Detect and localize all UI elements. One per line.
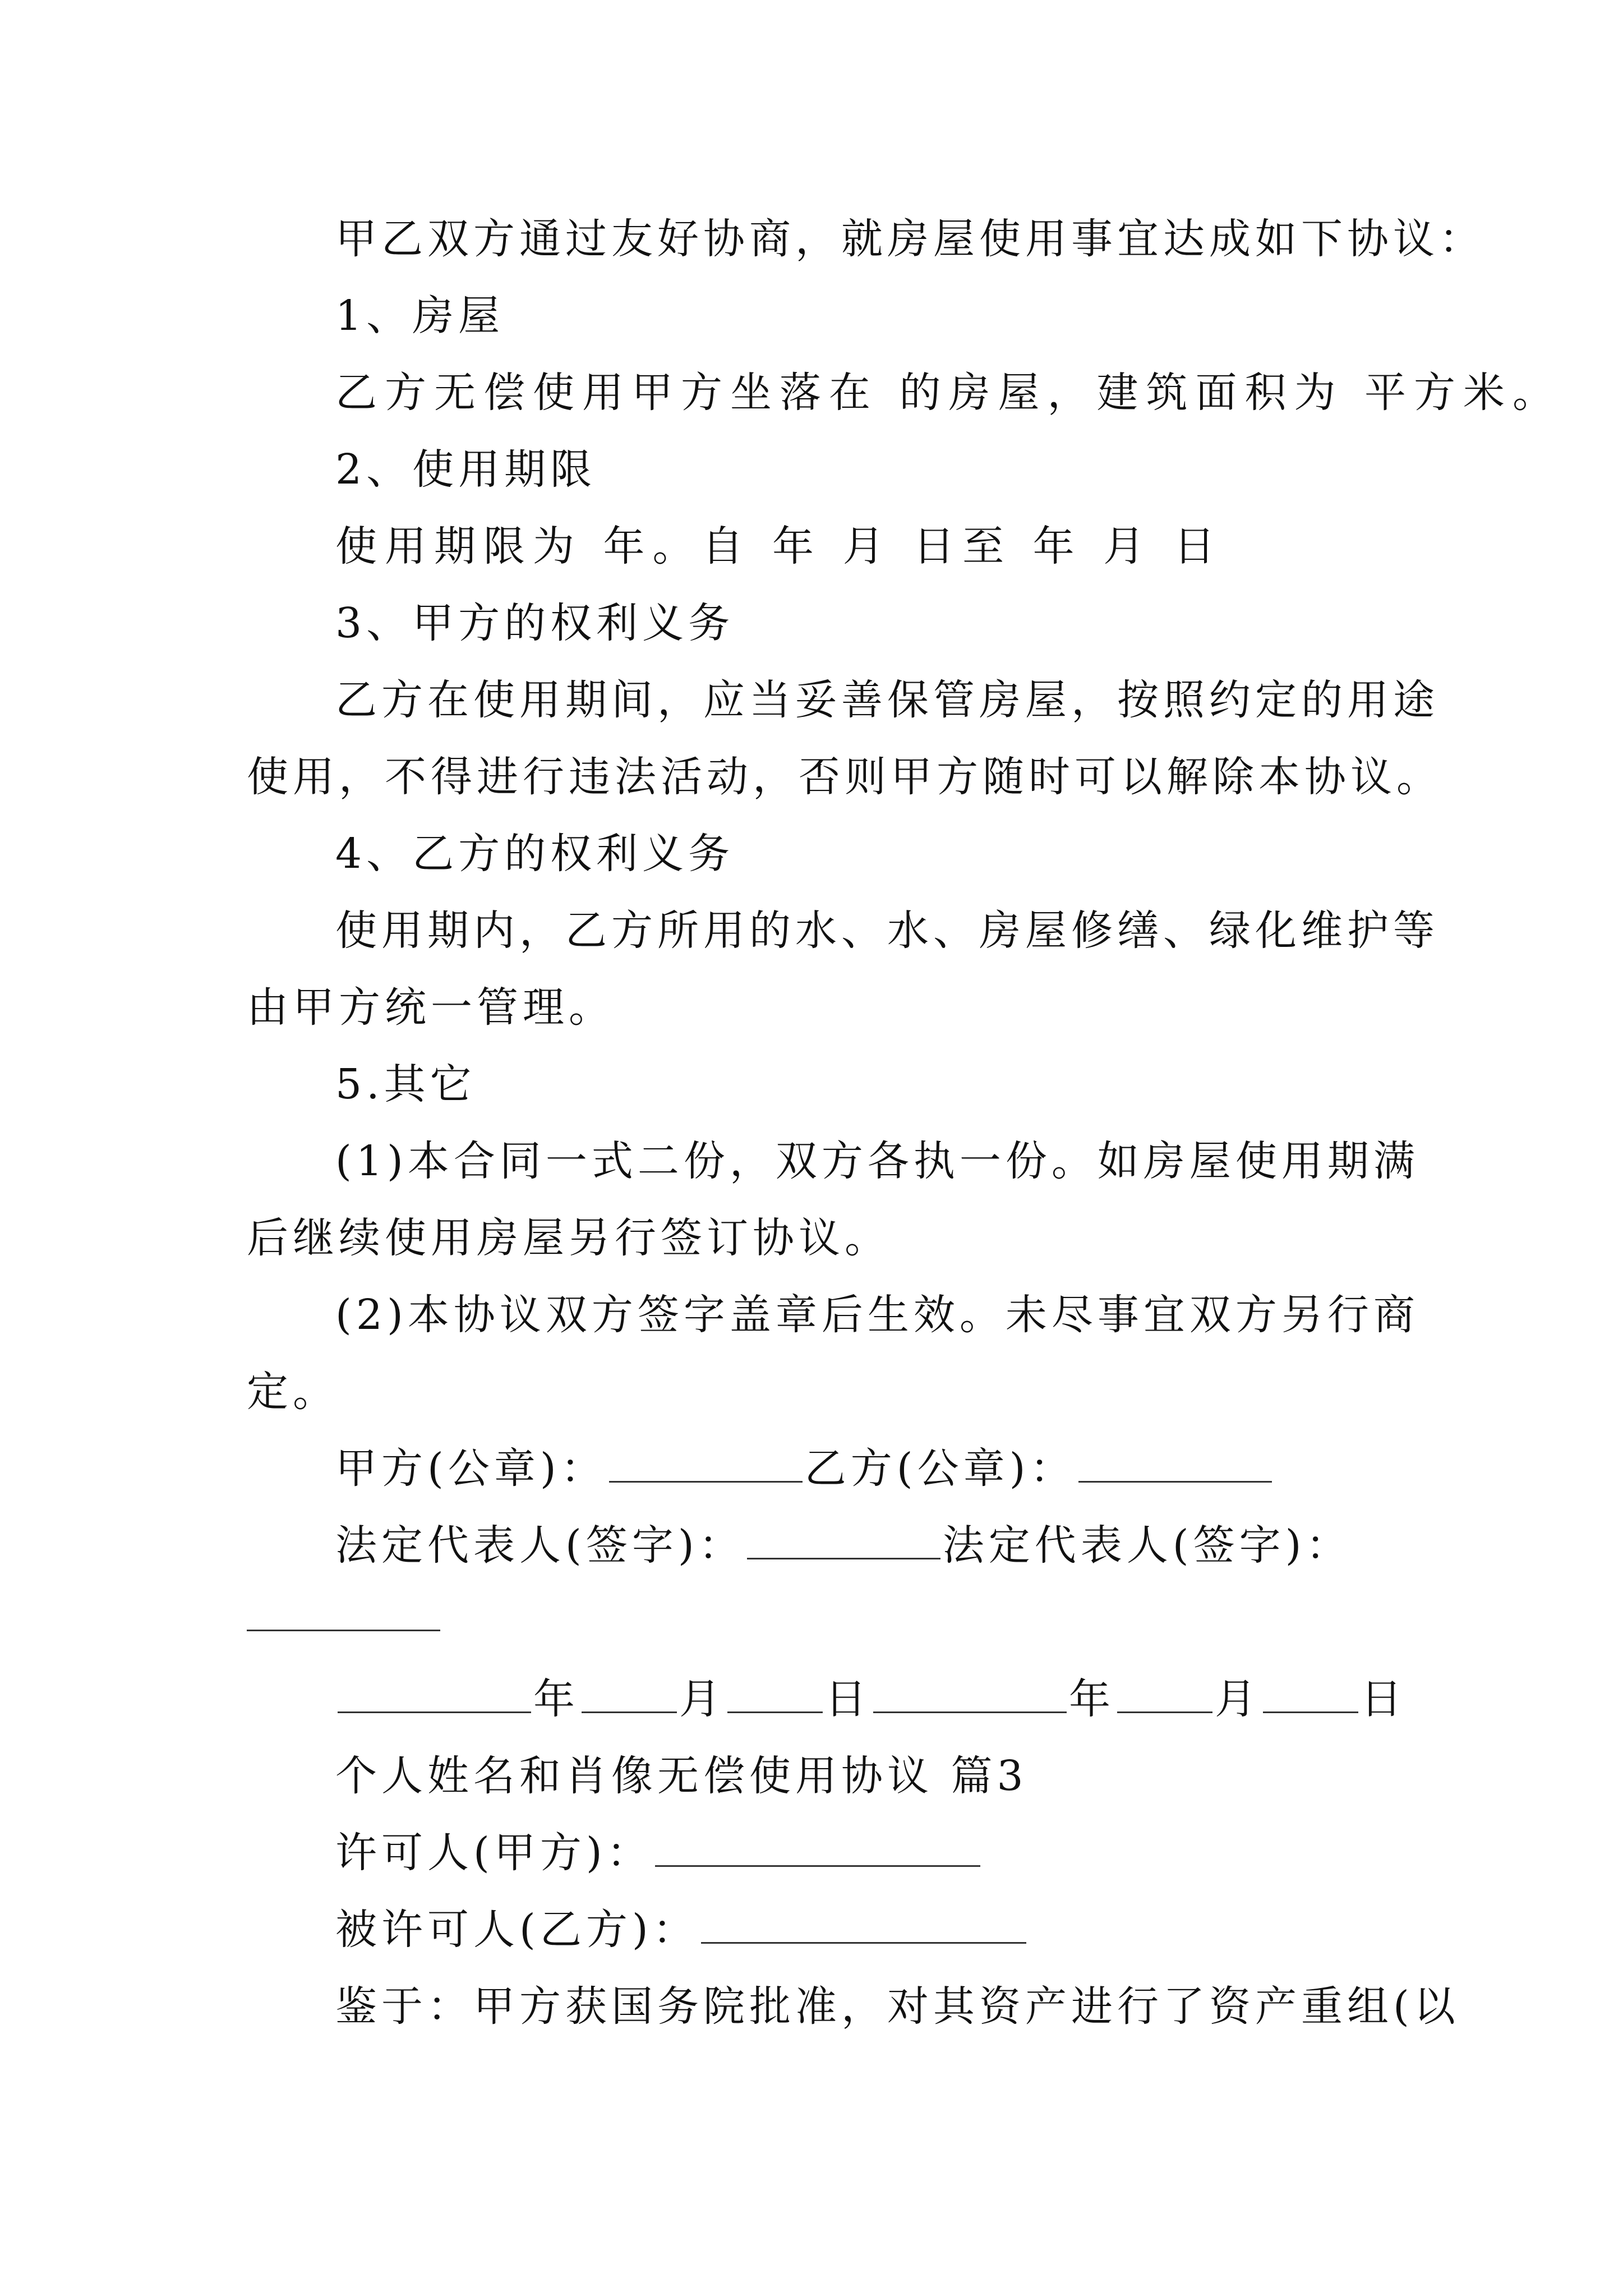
party-a-month-label: 月 [679,1675,725,1723]
party-b-day-label: 日 [1361,1675,1407,1723]
party-b-seal-label: 乙方(公章)： [804,1444,1076,1493]
party-b-month-label: 月 [1215,1675,1261,1723]
section-4-body-line-1: 使用期内，乙方所用的水、水、房屋修缮、绿化维护等 [335,907,1439,955]
section-2-body-line-1: 使用期限为 年。自 年 月 日至 年 月 日 [335,522,1223,570]
party-a-day-label: 日 [825,1675,871,1723]
party-b-rep-label: 法定代表人(签字)： [942,1521,1352,1570]
agreement-intro: 甲乙双方通过友好协商，就房屋使用事宜达成如下协议： [335,215,1485,263]
party-b-day-blank [1263,1678,1358,1713]
party-b-seal-blank [1078,1447,1272,1483]
party-a-seal-blank [609,1447,803,1483]
party-a-rep-label: 法定代表人(签字)： [335,1521,745,1570]
section-4-body-line-2: 由甲方统一管理。 [247,983,615,1032]
seal-line [335,1442,1274,1496]
section-3-heading: 3、甲方的权利义务 [335,599,735,647]
party-a-year-label: 年 [533,1675,579,1723]
party-b-year-blank [873,1678,1067,1713]
section-5-body-line-4: 定。 [247,1368,339,1416]
section-2-heading: 2、使用期限 [335,445,597,494]
licensor-line [335,1826,983,1880]
representative-line [335,1519,1352,1572]
party-a-month-blank [582,1678,677,1713]
licensee-line [335,1903,1029,1957]
section-4-heading: 4、乙方的权利义务 [335,830,735,878]
section-5-heading: 5.其它 [335,1060,476,1108]
party-b-year-label: 年 [1069,1675,1115,1723]
party-b-month-blank [1117,1678,1212,1713]
party-a-seal-label: 甲方(公章)： [335,1444,607,1493]
section-5-body-line-2: 后继续使用房屋另行签订协议。 [247,1214,891,1262]
party-a-day-blank [727,1678,823,1713]
recital-line: 鉴于：甲方获国务院批准，对其资产进行了资产重组(以 [335,1982,1460,2031]
licensee-blank [701,1908,1026,1944]
section-3-body-line-2: 使用，不得进行违法活动，否则甲方随时可以解除本协议。 [247,753,1442,801]
party-b-rep-blank [247,1630,440,1631]
party-a-rep-blank [747,1524,940,1559]
section-1-body-line-1: 乙方无偿使用甲方坐落在 的房屋，建筑面积为 平方米。 [335,369,1562,417]
licensor-blank [655,1832,980,1867]
section-1-heading: 1、房屋 [335,292,505,340]
licensee-label: 被许可人(乙方)： [335,1906,699,1954]
next-agreement-title: 个人姓名和肖像无偿使用协议 篇3 [335,1752,1028,1800]
section-3-body-line-1: 乙方在使用期间，应当妥善保管房屋，按照约定的用途 [335,676,1439,724]
section-5-body-line-3: (2)本协议双方签字盖章后生效。未尽事宜双方另行商 [335,1291,1419,1339]
party-a-year-blank [338,1678,531,1713]
date-line [335,1672,1407,1726]
section-5-body-line-1: (1)本合同一式二份，双方各执一份。如房屋使用期满 [335,1137,1419,1185]
licensor-label: 许可人(甲方)： [335,1829,653,1877]
